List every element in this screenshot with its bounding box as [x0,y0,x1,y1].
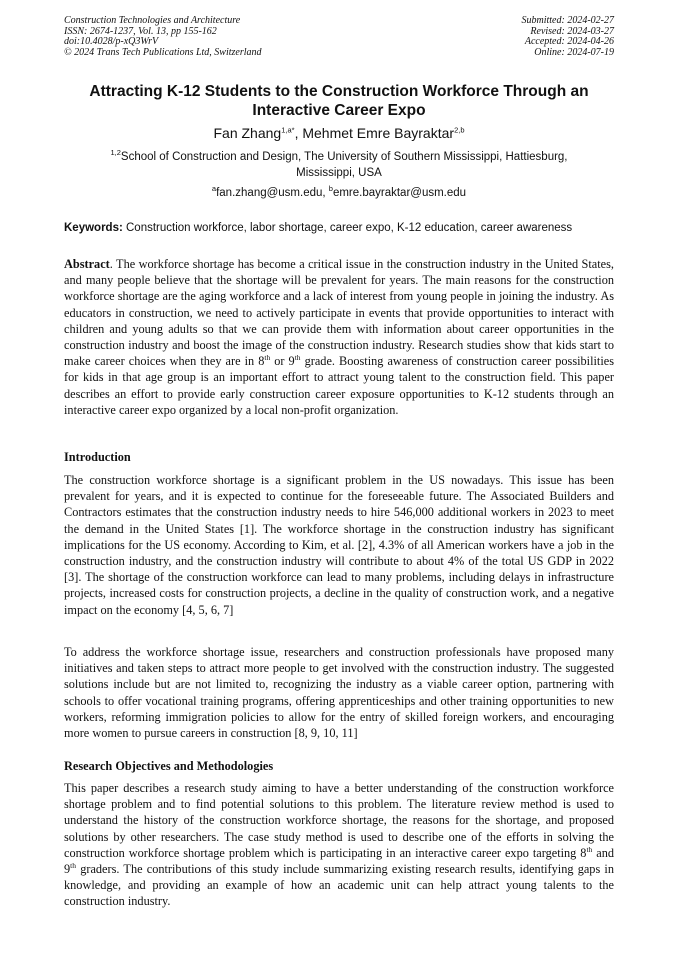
affiliation [88,150,590,181]
abstract [64,256,614,418]
date-revised: Revised: 2024-03-27 [530,25,614,37]
introduction-paragraph-1: The construction workforce shortage is a significant problem in the US nowadays. This issue has been prevalent for years, and it is expected to continue for the foreseeable future. The Associated Builders and Contractors estimates that the construction industry needs to hire 546,000 additional workers in 2023 to meet the demand in the United States [1]. The workforce shortage in the construction industry has significant implications for the US economy. According to Kim, et al. [2], 4.3% of all American workers have a job in the construction industry, and the construction industry will contribute to about 4% of the total US GDP in 2022 [3]. The shortage of the construction workforce can lead to many problems, including delays in infrastructure projects, increased costs for construction projects, a decline in the quality of construction work, and a negative impact on the economy [4, 5, 6, 7] [64,473,614,617]
introduction-heading: Introduction [64,450,131,464]
author-1-name: Fan Zhang [213,125,282,141]
journal-doi: doi:10.4028/p-xQ3WrV [64,36,159,47]
research-paragraph [64,780,614,910]
abstract-sup-2: th [294,353,301,363]
keywords-label: Keywords: [64,222,123,234]
author-1-sup: 1,a* [281,125,295,135]
paper-title [64,82,614,120]
journal-info [64,16,262,58]
abstract-text-1: . The workforce shortage has become a critical issue in the construction industry in the United States, and many people believe that the shortage will be prevalent for years. The main reasons for the construction workforce shortage are the aging workforce and a lack of interest from young people in joining the industry. As educators in construction, we need to actively participate in events that provide opportunities to interact with children and young adults so that we can provide them with information about career opportunities in the construction industry and boost the image of the construction industry. Research studies show that kids start to make career choices when they are in 8 [64,257,614,369]
abstract-label: Abstract [64,257,110,271]
email-a-sup: a [211,184,217,194]
abstract-text-2: or 9 [270,354,295,369]
author-2-sup: 2,b [454,125,465,135]
email-separator: , [322,187,329,199]
research-text-2: and 9 [64,845,614,877]
keywords [64,221,614,235]
keywords-text: Construction workforce, labor shortage, career expo, K-12 education, career awareness [122,222,573,234]
email-b-sup: b [328,184,333,194]
journal-issn: ISSN: 2674-1237, Vol. 13, pp 155-162 [64,25,217,37]
research-sup-2: th [70,860,76,870]
title-line-1: Attracting K-12 Students to the Construction Workforce Through an [89,83,589,100]
author-emails [64,186,614,200]
research-sup-1: th [586,844,593,854]
author-2-name: Mehmet Emre Bayraktar [302,125,455,141]
author-list [64,124,614,142]
submission-dates [522,16,615,58]
email-a[interactable]: fan.zhang@usm.edu [216,187,323,199]
research-text-3: graders. The contributions of this study include summarizing existing research results, identifying gaps in knowledge, and providing an example of how an academic unit can help attract young talents to the construction industry. [64,862,614,909]
research-text-1: This paper describes a research study aiming to have a better understanding of the construction workforce shortage problem and to find potential solutions to this problem. The literature review method is used to understand the history of the construction workforce shortage, the reasons for the shortage, and proposed solutions by other researchers. The case study method is used to describe one of the efforts in solving the construction workforce shortage problem which is participating in an interactive career expo targeting 8 [64,781,614,860]
abstract-sup-1: th [264,353,271,363]
affiliation-sup: 1,2 [110,148,121,158]
abstract-text-3: grade. Boosting awareness of construction career possibilities for kids in that age group is an important effort to attract young talent to the construction field. This paper describes an effort to provide early construction career exposure opportunities to K-12 students through an interactive career expo organized by a local non-profit organization. [64,354,614,417]
date-accepted: Accepted: 2024-04-26 [524,36,614,47]
date-online: Online: 2024-07-19 [534,46,614,58]
date-submitted: Submitted: 2024-02-27 [521,15,614,26]
email-b[interactable]: emre.bayraktar@usm.edu [332,187,467,199]
author-separator: , [294,125,303,141]
introduction-paragraph-2: To address the workforce shortage issue, researchers and construction professionals have proposed many initiatives and taken steps to attract more people to get involved with the construction industry. The suggested solutions include but are not limited to, recognizing the industry as a viable career option, partnering with schools to offer vocational training programs, offering apprenticeships and other training opportunities to new workers, reforming immigration policies to allow for the entry of skilled foreign workers, and encouraging more women to pursue careers in construction [8, 9, 10, 11] [64,645,614,741]
title-line-2: Interactive Career Expo [252,102,426,119]
research-heading: Research Objectives and Methodologies [64,759,274,773]
affiliation-text: School of Construction and Design, The University of Southern Mississippi, Hattiesburg, Mississippi, USA [120,151,568,179]
journal-copyright: © 2024 Trans Tech Publications Ltd, Switzerland [64,46,262,58]
journal-name: Construction Technologies and Architecture [64,15,241,26]
